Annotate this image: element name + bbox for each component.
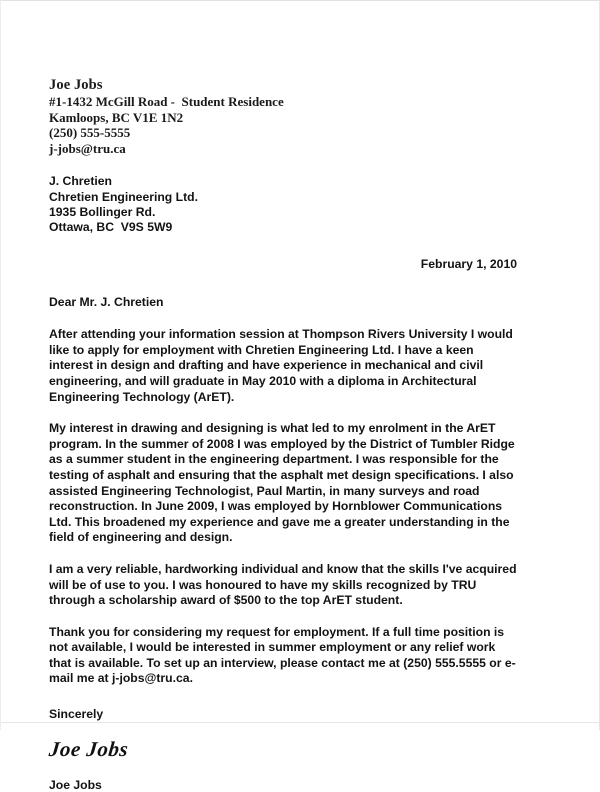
- letter-content: [49, 77, 517, 792]
- letter-date: February 1, 2010: [420, 257, 517, 272]
- recipient-block: [49, 174, 517, 235]
- letter-closing: Sincerely: [49, 707, 104, 722]
- sender-name: Joe Jobs: [49, 77, 103, 93]
- sender-email: j-jobs@tru.ca: [49, 140, 126, 156]
- body-paragraph-3: I am a very reliable, hardworking individual and know that the skills I've acquired will be of use to you. I was honoured to have my skills recognized by TRU through a scholarship award of $500 to the top ArET student.: [49, 561, 517, 608]
- recipient-street: 1935 Bollinger Rd.: [49, 204, 156, 219]
- body-paragraph-2: My interest in drawing and designing is what led to my enrolment in the ArET program. In the summer of 2008 I was employed by the District of Tumbler Ridge as a summer student in the engineering department. I was responsible for the testing of asphalt and ensuring that the asphalt met design specifications. I also assisted Engineering Technologist, Paul Martin, in many surveys and road reconstruction. In June 2009, I was employed by Hornblower Communications Ltd. This broadened my experience and gave me a greater understanding in the field of engineering and design.: [49, 421, 515, 545]
- sender-address-line-2: Kamloops, BC V1E 1N2: [49, 109, 184, 125]
- recipient-company: Chretien Engineering Ltd.: [49, 189, 198, 204]
- signer-printed-name: Joe Jobs: [49, 778, 102, 792]
- handwritten-signature: Joe Jobs: [47, 737, 130, 762]
- letter-salutation: Dear Mr. J. Chretien: [49, 295, 164, 310]
- sender-address-line-1: #1-1432 McGill Road - Student Residence: [49, 94, 284, 109]
- recipient-name: J. Chretien: [49, 174, 112, 189]
- body-paragraph-4: Thank you for considering my request for employment. If a full time position is not available, I would be interested in summer employment or any relief work that is available. To set up an interview, please contact me at (250) 555.5555 or e-mail me at j-jobs@tru.ca.: [49, 624, 516, 686]
- body-paragraph-1: After attending your information session at Thompson Rivers University I would like to apply for employment with Chretien Engineering Ltd. I have a keen interest in design and drafting and have experience in mechanical and civil engineering, and will graduate in May 2010 with a diploma in Architectural Engineering Technology (ArET).: [49, 327, 513, 404]
- letterhead-block: [49, 77, 517, 156]
- recipient-city-line: Ottawa, BC V9S 5W9: [49, 219, 173, 234]
- sender-phone: (250) 555-5555: [49, 125, 131, 141]
